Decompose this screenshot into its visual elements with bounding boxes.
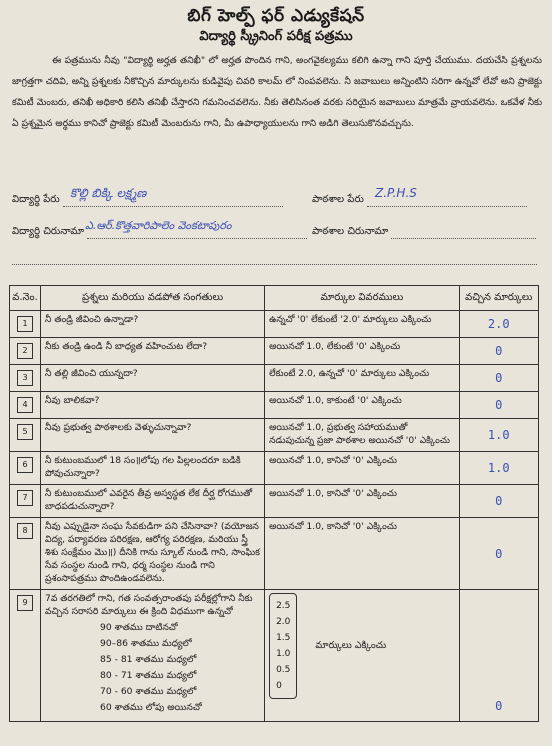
row9-ranges xyxy=(45,622,260,715)
row-details: అయినచో 1.0, కాకుంటే '0' ఎక్కించు xyxy=(265,392,459,419)
student-address-label: విద్యార్థి చిరునామా xyxy=(12,226,85,237)
row-sn-cell xyxy=(10,485,41,518)
row9-score-item: 2.0 xyxy=(276,617,291,627)
row9-range-item: 85 - 81 శాతము మధ్యలో xyxy=(99,654,197,665)
header-marks-obtained: వచ్చిన మార్కులు xyxy=(459,286,538,311)
row9-details-cell xyxy=(265,590,459,722)
row-details: అయినచో 1.0, కానిచో '0' ఎక్కించు xyxy=(265,452,459,485)
school-address-row xyxy=(312,225,536,239)
row9-score-item: 0 xyxy=(276,681,282,691)
row9-question-cell xyxy=(40,590,264,722)
row-sn: 1 xyxy=(17,316,33,332)
row9-question: 7వ తరగతిలో గాని, గత సంవత్సరాంతపు పరీక్షల్లోగాని నీకు వచ్చిన సరాసరి మార్కులు ఈ క్రింది విధముగా ఉన్నచో xyxy=(44,593,253,617)
row-details: అయినచో 1.0, కానిచో '0' ఎక్కించు xyxy=(265,485,459,518)
row-sn: 3 xyxy=(17,370,33,386)
row-question: నీవు ఎప్పుడైనా సంఘ సేవకుడిగా పని చేసినావా? (వయోజన విద్య, పర్యావరణ పరిరక్షణ, ఆరోగ్య పరిరక్షణ, మరియు స్త్రీ శిశు సంక్షేమం మొ॥) దీనికి గాను స్కూల్ నుండి గాని, సాంఘిక సేవ సంస్థల నుండి గాని, ధర్మ సంస్థల నుండి గాని ప్రశంసాపత్రము పొందిఉండవలెను. xyxy=(40,518,264,590)
row9-score-item: 0.5 xyxy=(276,665,291,675)
row-mark-cell[interactable] xyxy=(459,419,538,452)
table-row xyxy=(10,452,539,485)
row9-score-item: 2.5 xyxy=(276,601,291,611)
row-mark-cell[interactable] xyxy=(459,338,538,365)
row-mark[interactable]: 0 xyxy=(495,371,503,385)
row-mark-cell[interactable] xyxy=(459,392,538,419)
row-sn-cell xyxy=(10,392,41,419)
table-row xyxy=(10,338,539,365)
table-row-9 xyxy=(10,590,539,722)
row-sn-cell xyxy=(10,338,41,365)
row-mark[interactable]: 0 xyxy=(495,546,503,561)
row-sn: 8 xyxy=(17,523,33,539)
header-sn: వ.నెం. xyxy=(10,286,41,311)
row9-note: మార్కులు ఎక్కించు xyxy=(315,640,387,651)
row-question: నీవు ప్రభుత్వ పాఠశాలకు వెళ్ళుచున్నావా? xyxy=(40,419,264,452)
student-name-value[interactable]: కొల్లి బిక్కి లక్ష్మణ xyxy=(70,186,147,200)
row-mark-cell[interactable] xyxy=(459,365,538,392)
school-name-row xyxy=(312,193,527,207)
header-marks-details: మార్కుల వివరములు xyxy=(265,286,459,311)
row9-score-item: 1.5 xyxy=(276,633,291,643)
student-name-row xyxy=(12,193,283,207)
row-question: నీ కుటుంబములో 18 సం॥లోపు గల పిల్లలందరూ బడికి పోవుచున్నారా? xyxy=(40,452,264,485)
row9-mark-cell[interactable] xyxy=(459,590,538,722)
table-row xyxy=(10,311,539,338)
table-body xyxy=(10,311,539,590)
table-row xyxy=(10,518,539,590)
page-title: బిగ్ హెల్ప్ ఫర్ ఎడ్యుకేషన్ xyxy=(187,6,365,26)
row-mark-cell[interactable] xyxy=(459,485,538,518)
row-sn-cell xyxy=(10,419,41,452)
row-details: అయినచో 1.0, లేకుంటే '0' ఎక్కించు xyxy=(265,338,459,365)
row-sn: 2 xyxy=(17,343,33,359)
page-subtitle: విద్యార్థి స్క్రీనింగ్ పరీక్ష పత్రము xyxy=(199,29,353,44)
table-header-row xyxy=(10,286,539,311)
address-extra-line xyxy=(12,252,537,265)
table-row xyxy=(10,485,539,518)
row-sn: 4 xyxy=(17,397,33,413)
row-sn: 7 xyxy=(17,490,33,506)
row-question: నీ తల్లి జీవించి యున్నదా? xyxy=(40,365,264,392)
row9-range-item: 80 - 71 శాతము మధ్యలో xyxy=(99,670,197,681)
row9-mark[interactable]: 0 xyxy=(495,699,503,713)
row-question: నీ తండ్రి జీవించి ఉన్నాడా? xyxy=(40,311,264,338)
row-mark[interactable]: 0 xyxy=(495,494,503,508)
row-details: అయినచో 1.0, ప్రభుత్వ సహాయముతో నడుపుచున్న ప్రజా పాఠశాల అయినచో '0' ఎక్కించు xyxy=(265,419,459,452)
student-address-value[interactable]: ఎ.ఆర్.కొత్తవారిపాలెం వెంకటాపురం xyxy=(85,219,232,232)
row-question: నీ కుటుంబములో ఎవరైన తీవ్ర అస్వస్థత లేక దీర్ఘ రోగముతో బాధపడుచున్నారా? xyxy=(40,485,264,518)
row-mark[interactable]: 2.0 xyxy=(487,317,510,331)
header-question: ప్రశ్నలు మరియు వడపోత సంగతులు xyxy=(40,286,264,311)
row9-range-item: 90 శాతము దాటినచో xyxy=(99,622,178,633)
row-sn-cell xyxy=(10,365,41,392)
row-sn: 5 xyxy=(17,424,33,440)
row-sn-cell xyxy=(10,518,41,590)
row-sn-cell xyxy=(10,452,41,485)
row9-range-item: 60 శాతము లోపు అయినచో xyxy=(99,702,202,713)
student-name-label: విద్యార్థి పేరు xyxy=(12,194,60,205)
row9-score-item: 1.0 xyxy=(276,649,291,659)
row-details: లేకుంటే 2.0, ఉన్నచో '0' మార్కులు ఎక్కించు xyxy=(265,365,459,392)
row9-range-item: 70 - 60 శాతము మధ్యలో xyxy=(99,686,197,697)
row9-scores xyxy=(269,593,297,699)
row-mark[interactable]: 0 xyxy=(495,398,503,412)
table-row xyxy=(10,392,539,419)
row-details: అయినచో 1.0, కానిచో '0' ఎక్కించు xyxy=(265,518,459,590)
row-question: నీకు తండ్రి ఉండి నీ బాధ్యత వహించుట లేదా? xyxy=(40,338,264,365)
row-sn: 9 xyxy=(17,595,33,611)
row9-range-item: 90–86 శాతము మధ్యలో xyxy=(99,638,192,649)
row-mark-cell[interactable] xyxy=(459,311,538,338)
row-mark-cell[interactable] xyxy=(459,452,538,485)
table-row xyxy=(10,365,539,392)
row-mark[interactable]: 0 xyxy=(495,344,503,358)
row-mark-cell[interactable] xyxy=(459,518,538,590)
row-sn-cell xyxy=(10,590,41,722)
row-mark[interactable]: 1.0 xyxy=(487,461,510,475)
school-address-label: పాఠశాల చిరునామా xyxy=(312,226,389,237)
questions-table xyxy=(9,285,539,722)
school-name-value[interactable]: Z.P.H.S xyxy=(375,186,417,200)
row-mark[interactable]: 1.0 xyxy=(487,428,510,442)
school-name-label: పాఠశాల పేరు xyxy=(312,194,364,205)
school-address-line xyxy=(391,226,536,239)
row-question: నీవు బాలికవా? xyxy=(40,392,264,419)
row-details: ఉన్నచో '0' లేకుంటే '2.0' మార్కులు ఎక్కించు xyxy=(265,311,459,338)
row-sn: 6 xyxy=(17,457,33,473)
intro-paragraph: ఈ పత్రమును నీవు "విద్యార్థి అర్హత తనిఖీ" లో అర్హత పొందిన గాని, అంగవైకల్యము కలిగి ఉన్నా గాని పూర్తి చేయుము. దయచేసి ప్రశ్నలను జాగ్రత్తగా చదివి, అన్ని ప్రశ్నలకు నీకొచ్చిన మార్కులను కుడివైపు చివరి కాలమ్ లో నింపవలెను. నీ జవాబులు అన్నింటిని సరిగా ఉన్నవో లేవో అని ప్రాజెక్టు కమిటీ మెంబరు, తనిఖీ అధికారి కలిసి తనిఖీ చేస్తారని గమనించవలెను. నీకు తెలిసినంత వరకు సరియైన జవాబులు మాత్రమే వ్రాయవలెను. ఒకవేళ నీకు ఏ ప్రశ్నమైన అర్థము కానిచో ప్రాజెక్టు కమిటీ మెంబరును గాని, మీ ఉపాధ్యాయులను గాని అడిగి తెలుసుకొనవచ్చును. xyxy=(12,55,542,129)
row-sn-cell xyxy=(10,311,41,338)
table-row xyxy=(10,419,539,452)
